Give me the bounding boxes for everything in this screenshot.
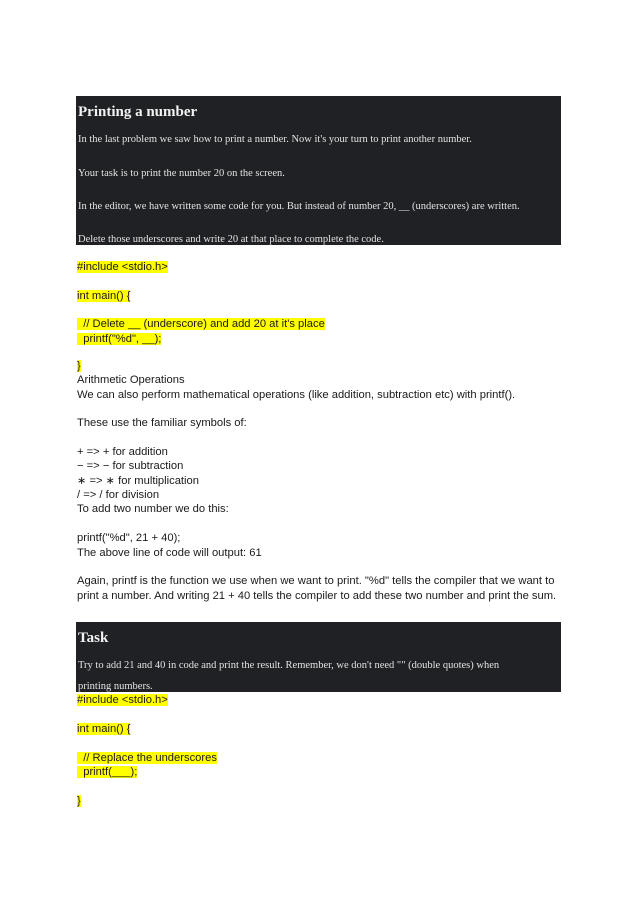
task-heading: Task (78, 630, 109, 646)
paragraph: Try to add 21 and 40 in code and print the result. Remember, we don't need "" (double quotes) when (78, 660, 500, 671)
paragraph: We can also perform mathematical operations (like addition, subtraction etc) with printf(). (77, 389, 516, 401)
paragraph: In the last problem we saw how to print a number. Now it's your turn to print another number. (78, 134, 472, 145)
subheading: Arithmetic Operations (77, 374, 185, 386)
code-line: #include <stdio.h> (77, 694, 168, 706)
code-example: printf("%d", 21 + 40); (77, 532, 181, 544)
code-line: int main() { (77, 723, 131, 735)
paragraph: Delete those underscores and write 20 at that place to complete the code. (78, 234, 384, 245)
code-line: #include <stdio.h> (77, 261, 168, 273)
code-line: } (77, 360, 81, 372)
paragraph: print a number. And writing 21 + 40 tells the compiler to add these two number and print the sum. (77, 590, 557, 602)
list-item: + => + for addition (77, 446, 168, 458)
code-line: printf(___); (77, 766, 138, 778)
paragraph: To add two number we do this: (77, 503, 229, 515)
task-panel (76, 622, 561, 692)
paragraph: These use the familiar symbols of: (77, 417, 247, 429)
paragraph: The above line of code will output: 61 (77, 547, 262, 559)
paragraph: printing numbers. (78, 681, 153, 692)
code-line: int main() { (77, 290, 131, 302)
section-heading: Printing a number (78, 104, 198, 120)
list-item: ∗ => ∗ for multiplication (77, 475, 199, 487)
list-item: / => / for division (77, 489, 160, 501)
list-item: − => − for subtraction (77, 460, 184, 472)
code-line: printf("%d", __); (77, 333, 162, 345)
paragraph: Your task is to print the number 20 on the screen. (78, 168, 285, 179)
paragraph: In the editor, we have written some code for you. But instead of number 20, __ (underscores) are written. (78, 201, 520, 212)
paragraph: Again, printf is the function we use when we want to print. "%d" tells the compiler that we want to (77, 575, 555, 587)
problem-description-panel (76, 96, 561, 245)
code-line: // Delete __ (underscore) and add 20 at it's place (77, 318, 325, 330)
code-line: // Replace the underscores (77, 752, 217, 764)
code-line: } (77, 795, 81, 807)
